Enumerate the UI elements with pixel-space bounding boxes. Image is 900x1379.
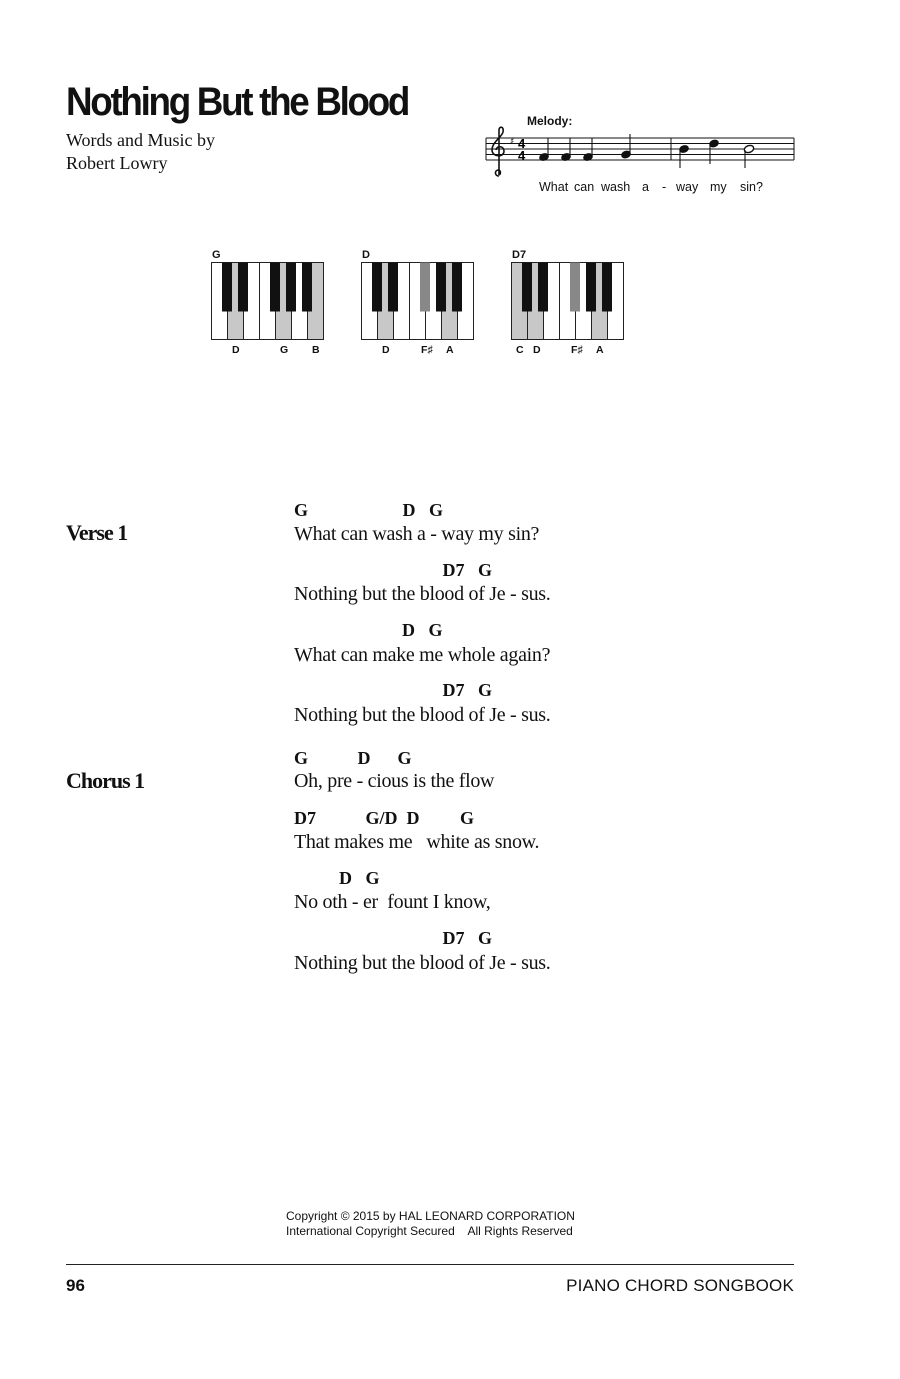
copyright-line-1: Copyright © 2015 by HAL LEONARD CORPORATION — [286, 1209, 575, 1223]
composer-name: Robert Lowry — [66, 153, 168, 173]
lyric-line: Oh, pre - cious is the flow — [294, 770, 495, 792]
chord-diagram-name: D7 — [512, 249, 527, 261]
footer-divider — [66, 1264, 794, 1265]
melody-word: sin? — [740, 180, 763, 194]
chord-line: D G — [294, 620, 443, 640]
treble-clef-icon — [492, 127, 504, 176]
piano-keyboard-d7 — [511, 262, 625, 340]
credit-line-1: Words and Music by — [66, 130, 216, 150]
song-title: Nothing But the Blood — [66, 80, 409, 124]
chord-line: D7 G — [294, 680, 492, 700]
melody-word: a — [642, 180, 649, 194]
chord-line: G D G — [294, 500, 444, 520]
page-number: 96 — [66, 1276, 85, 1295]
book-title: PIANO CHORD SONGBOOK — [566, 1276, 794, 1295]
chord-diagram-name: G — [212, 249, 221, 261]
melody-word: wash — [601, 180, 631, 194]
chord-note-label: F♯ — [571, 344, 583, 356]
lyric-line: What can wash a - way my sin? — [294, 523, 540, 545]
chord-note-label: A — [446, 344, 454, 356]
time-signature-top: 4 — [518, 136, 526, 151]
melody-word: my — [710, 180, 727, 194]
piano-keyboard-g — [211, 262, 325, 340]
chord-line: D7 G/D D G — [294, 808, 474, 828]
lyric-line: Nothing but the blood of Je - sus. — [294, 952, 551, 974]
lyric-line: No oth - er fount I know, — [294, 891, 491, 913]
chord-line: D7 G — [294, 928, 492, 948]
section-label-chorus: Chorus 1 — [66, 768, 145, 793]
chord-note-label: D — [232, 344, 240, 356]
melody-label: Melody: — [527, 114, 573, 128]
lyric-line: Nothing but the blood of Je - sus. — [294, 704, 551, 726]
melody-word: can — [574, 180, 595, 194]
time-signature-bottom: 4 — [518, 148, 526, 163]
chord-line: G D G — [294, 748, 412, 768]
chord-note-label: G — [280, 344, 289, 356]
copyright-line-2: International Copyright Secured All Rights Reserved — [286, 1224, 573, 1238]
melody-word: What — [539, 180, 569, 194]
chord-note-label: D — [533, 344, 541, 356]
section-label-verse: Verse 1 — [66, 520, 128, 545]
chord-note-label: B — [312, 344, 320, 356]
key-signature-sharp: ♯ — [510, 137, 515, 147]
piano-keyboard-d — [361, 262, 475, 340]
chord-note-label: F♯ — [421, 344, 433, 356]
chord-line: D7 G — [294, 560, 492, 580]
chord-note-label: A — [596, 344, 604, 356]
melody-staff — [484, 124, 796, 182]
melody-word: way — [676, 180, 699, 194]
chord-note-label: D — [382, 344, 390, 356]
melody-word: - — [662, 180, 667, 194]
lyric-line: That makes me white as snow. — [294, 831, 540, 853]
lyric-line: Nothing but the blood of Je - sus. — [294, 583, 551, 605]
chord-diagram-name: D — [362, 249, 370, 261]
chord-line: D G — [294, 868, 380, 888]
chord-note-label: C — [516, 344, 524, 356]
lyric-line: What can make me whole again? — [294, 644, 551, 666]
